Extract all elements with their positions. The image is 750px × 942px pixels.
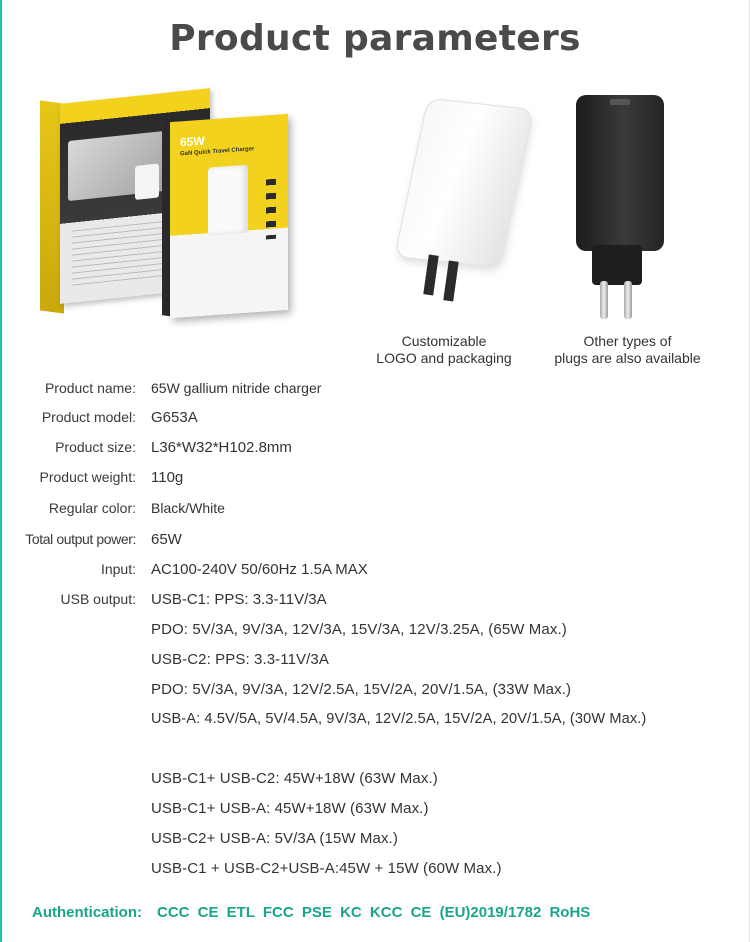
usb-output-line: PDO: 5V/3A, 9V/3A, 12V/2.5A, 15V/2A, 20V/1.5A, (33W Max.) (151, 681, 572, 698)
black-charger-body (576, 95, 664, 251)
authentication-certifications: CCC CE ETL FCC PSE KC KCC CE (EU)2019/1782 RoHS (157, 904, 591, 921)
combo-output-line: USB-C2+ USB-A: 5V/3A (15W Max.) (151, 830, 398, 847)
spec-value: L36*W32*H102.8mm (151, 439, 292, 456)
eu-plug-pin (600, 281, 608, 319)
page-title: Product parameters (169, 18, 581, 59)
spec-value: Black/White (151, 500, 225, 516)
combo-output-line: USB-C1+ USB-A: 45W+18W (63W Max.) (151, 800, 429, 817)
usb-output-line: USB-C2: PPS: 3.3-11V/3A (151, 651, 329, 668)
spec-value: 110g (151, 469, 184, 486)
spec-value: 65W (151, 531, 182, 548)
white-charger-prong (423, 254, 438, 295)
usb-output-line: USB-A: 4.5V/5A, 5V/4.5A, 9V/3A, 12V/2.5A, 15V/2A, 20V/1.5A, (30W Max.) (151, 711, 647, 727)
spec-label: Product size: (55, 439, 136, 455)
box-subtitle: GaN Quick Travel Charger (180, 146, 255, 158)
spec-row-product-name (0, 380, 750, 410)
spec-value: 65W gallium nitride charger (151, 380, 322, 396)
authentication-label: Authentication: (32, 904, 142, 921)
eu-plug-pin (624, 281, 632, 319)
combo-output-line: USB-C1 + USB-C2+USB-A:45W + 15W (60W Max.) (151, 860, 502, 877)
white-charger-image (398, 95, 538, 305)
black-charger-plug-base (592, 245, 642, 285)
spec-label: Product weight: (39, 469, 136, 485)
box-title: 65W (180, 133, 205, 150)
caption-line: Customizable (401, 333, 487, 349)
spec-label: Regular color: (48, 500, 136, 516)
box-product-graphic (208, 165, 248, 236)
caption-customizable (354, 333, 534, 367)
black-charger-image (570, 95, 666, 325)
spec-value: AC100-240V 50/60Hz 1.5A MAX (151, 561, 368, 578)
spec-label: Input: (100, 561, 136, 577)
spec-row-product-weight (0, 469, 750, 499)
spec-row-product-size (0, 439, 750, 469)
white-charger-body (394, 98, 534, 268)
spec-row-total-output-power (0, 531, 750, 561)
spec-label: Product model: (41, 409, 136, 425)
combo-output-line: USB-C1+ USB-C2: 45W+18W (63W Max.) (151, 770, 438, 787)
caption-plugs (540, 333, 715, 367)
packaging-boxes-image (40, 90, 312, 330)
spec-label: USB output: (60, 591, 136, 607)
usb-port (610, 99, 630, 105)
spec-row-product-model (0, 409, 750, 439)
small-charger-graphic (135, 163, 159, 200)
caption-line: LOGO and packaging (376, 350, 512, 366)
white-charger-prong (443, 260, 458, 301)
spec-label: Product name: (44, 380, 136, 396)
usb-output-line: PDO: 5V/3A, 9V/3A, 12V/3A, 15V/3A, 12V/3.25A, (65W Max.) (151, 621, 567, 638)
spec-row-input (0, 561, 750, 591)
spec-value: USB-C1: PPS: 3.3-11V/3A (151, 591, 327, 608)
caption-line: plugs are also available (554, 350, 701, 366)
box-front-image (170, 114, 288, 318)
spec-value: G653A (151, 409, 198, 426)
spec-row-regular-color (0, 500, 750, 530)
box-feature-icons (266, 179, 276, 240)
caption-line: Other types of (583, 333, 672, 349)
spec-label: Total output power: (25, 531, 136, 547)
spec-row-usb-output (0, 591, 750, 621)
